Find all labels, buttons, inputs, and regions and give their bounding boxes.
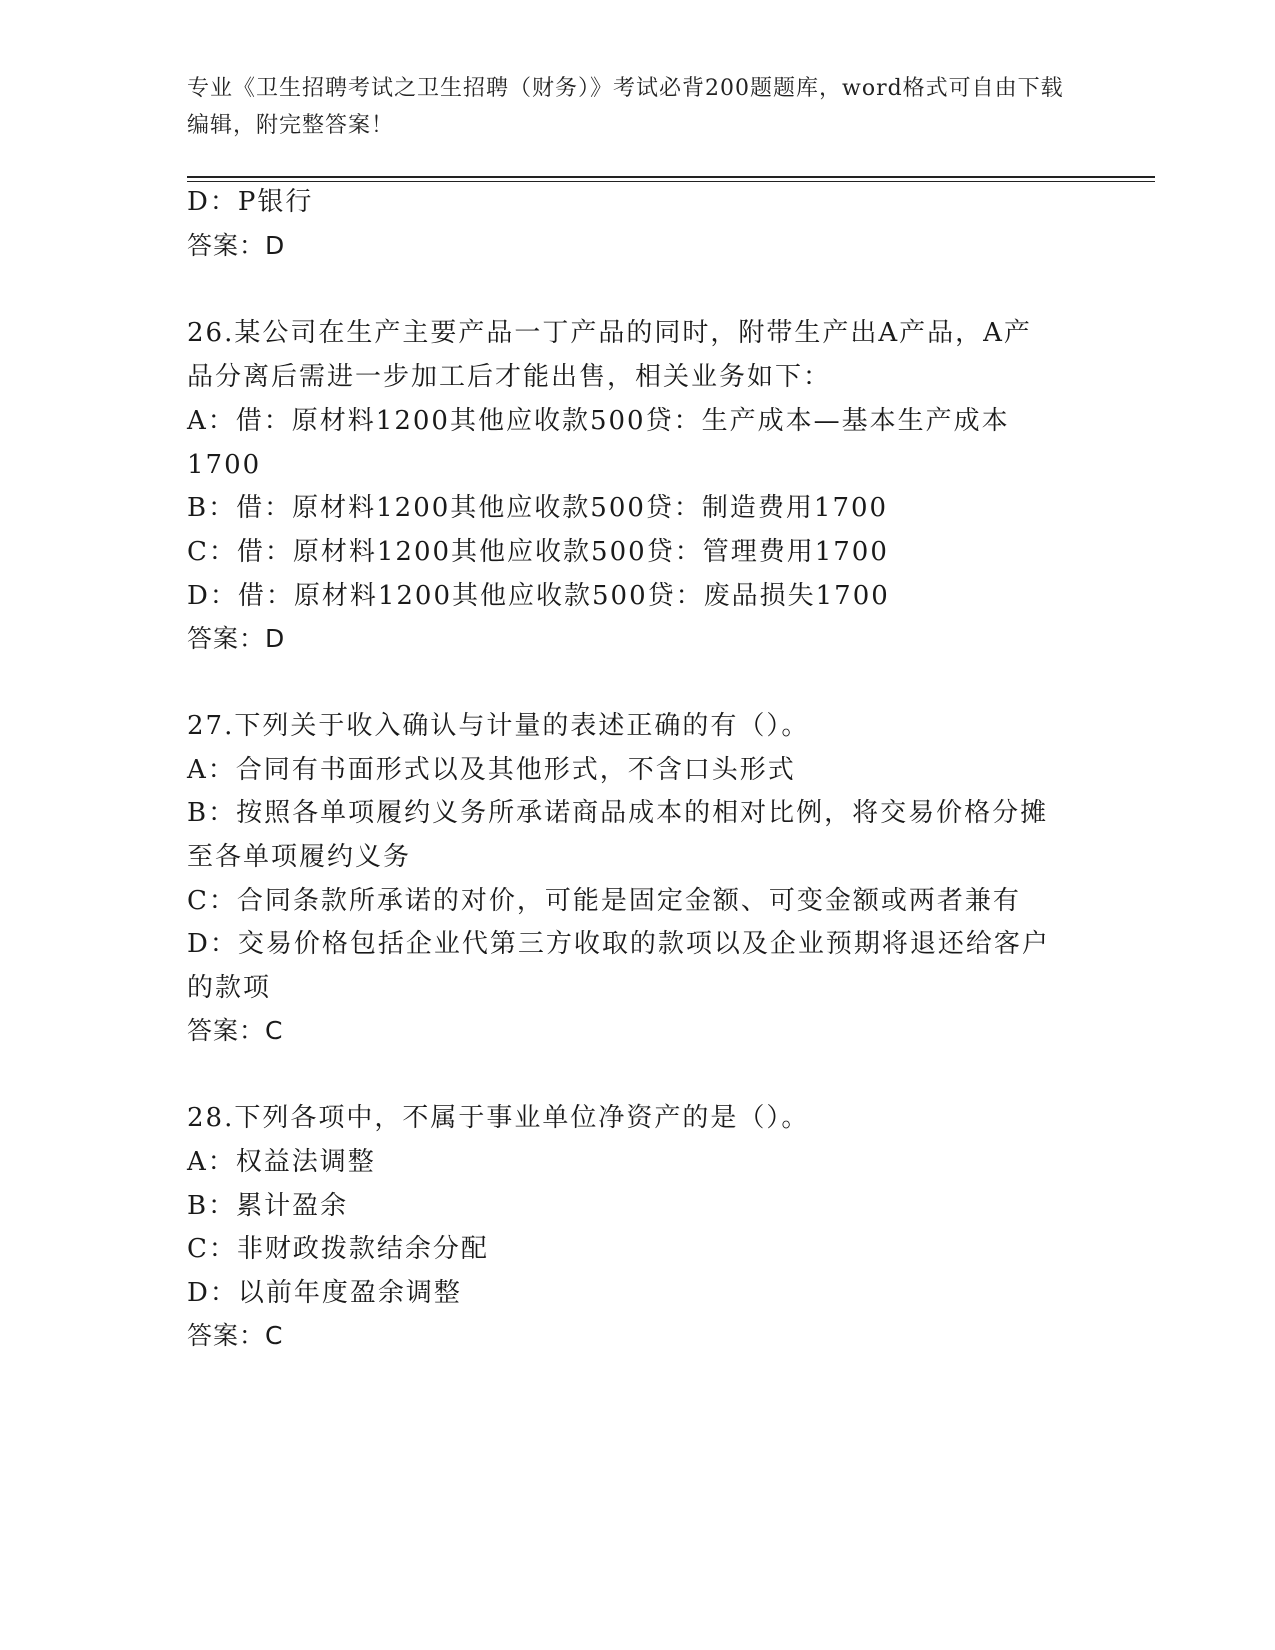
option-d-continued: 的款项: [187, 973, 272, 1003]
option-c: C：非财政拨款结余分配: [187, 1234, 489, 1264]
page-header: 专业《卫生招聘考试之卫生招聘（财务）》考试必背200题题库，word格式可自由下载编辑，附完整答案！: [187, 76, 1064, 138]
option-d: D：P银行: [187, 187, 314, 217]
option-a-continued: 1700: [187, 450, 262, 480]
option-d: D：以前年度盈余调整: [187, 1278, 462, 1308]
option-c: C：借：原材料1200其他应收款500贷：管理费用1700: [187, 537, 889, 567]
option-d: D：借：原材料1200其他应收款500贷：废品损失1700: [187, 581, 890, 611]
question-text: 26.某公司在生产主要产品一丁产品的同时，附带生产出A产品，A产: [187, 318, 1032, 348]
option-c: C：合同条款所承诺的对价，可能是固定金额、可变金额或两者兼有: [187, 886, 1021, 916]
option-b: B：累计盈余: [187, 1191, 349, 1221]
option-b: B：按照各单项履约义务所承诺商品成本的相对比例，将交易价格分摊: [187, 798, 1049, 828]
answer: 答案：D: [187, 231, 286, 260]
question-text: 品分离后需进一步加工后才能出售，相关业务如下：: [187, 362, 832, 392]
answer: 答案：D: [187, 624, 286, 653]
option-a: A：借：原材料1200其他应收款500贷：生产成本—基本生产成本: [187, 406, 1010, 436]
option-b: B：借：原材料1200其他应收款500贷：制造费用1700: [187, 493, 889, 523]
option-a: A：权益法调整: [187, 1147, 376, 1177]
answer: 答案：C: [187, 1321, 284, 1350]
question-text: 27.下列关于收入确认与计量的表述正确的有（）。: [187, 711, 810, 741]
option-a: A：合同有书面形式以及其他形式，不含口头形式: [187, 755, 796, 785]
question-text: 28.下列各项中，不属于事业单位净资产的是（）。: [187, 1103, 810, 1133]
header-divider: [187, 176, 1155, 178]
answer: 答案：C: [187, 1016, 284, 1045]
header-divider-thin: [187, 181, 1155, 182]
option-b-continued: 至各单项履约义务: [187, 842, 412, 872]
option-d: D：交易价格包括企业代第三方收取的款项以及企业预期将退还给客户: [187, 929, 1050, 959]
